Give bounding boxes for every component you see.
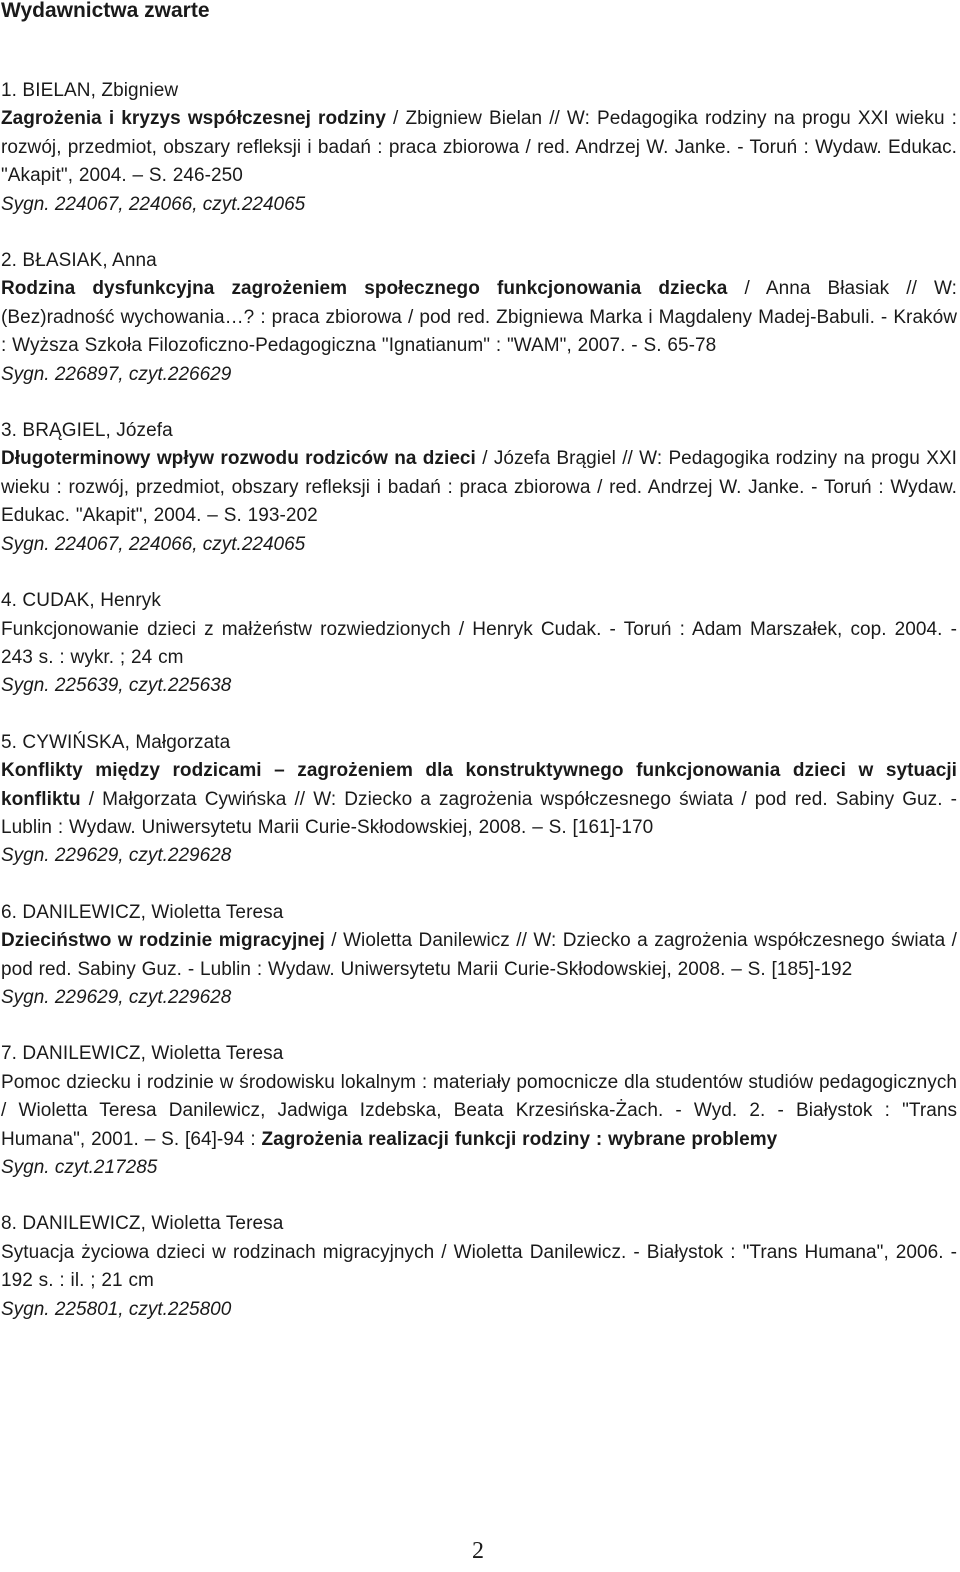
entry-details: / Zbigniew Bielan // W: Pedagogika rodziny na progu XXI wieku : rozwój, przedmiot, obszary refleksji i badań : praca zbiorowa / red. Andrzej W. Janke. - Toruń : Wydaw. Edukac. "Akapit", 2004. – S. 246-250 xyxy=(1,108,957,187)
bibliography-entry-4 xyxy=(1,587,957,701)
entry-author: 1. BIELAN, Zbigniew xyxy=(1,80,179,101)
entry-description xyxy=(1,1069,957,1154)
bibliography-entry-6 xyxy=(1,899,957,1013)
entry-description xyxy=(1,757,957,842)
entry-author: 5. CYWIŃSKA, Małgorzata xyxy=(1,731,231,753)
entry-author: 6. DANILEWICZ, Wioletta Teresa xyxy=(1,901,284,923)
section-heading: Wydawnictwa zwarte xyxy=(1,0,210,22)
entry-description xyxy=(1,275,957,360)
entry-description xyxy=(1,1239,957,1296)
bibliography-entry-7 xyxy=(1,1040,957,1182)
entry-details: / Małgorzata Cywińska // W: Dziecko a zagrożenia współczesnego świata / pod red. Sabiny Guz. - Lublin : Wydaw. Uniwersytetu Marii Curie-Skłodowskiej, 2008. – S. [161]-170 xyxy=(1,788,957,838)
entry-details: / Wioletta Danilewicz // W: Dziecko a zagrożenia współczesnego świata / pod red. Sabiny Guz. - Lublin : Wydaw. Uniwersytetu Marii Curie-Skłodowskiej, 2008. – S. [185]-192 xyxy=(1,930,957,980)
entry-call-number: Sygn. 224067, 224066, czyt.224065 xyxy=(1,533,306,555)
entry-title: Rodzina dysfunkcyjna zagrożeniem społecznego funkcjonowania dziecka xyxy=(1,278,728,300)
bibliography-entry-3 xyxy=(1,417,957,559)
bibliography-entry-2 xyxy=(1,247,957,389)
entry-author: 8. DANILEWICZ, Wioletta Teresa xyxy=(1,1213,284,1235)
entry-title: Konflikty między rodzicami – zagrożeniem dla konstruktywnego funkcjonowania dzieci w sytuacji konfliktu xyxy=(1,760,957,810)
entry-details: Pomoc dziecku i rodzinie w środowisku lokalnym : materiały pomocnicze dla studentów studiów pedagogicznych / Wioletta Teresa Danilewicz, Jadwiga Izdebska, Beata Krzesińska-Żach. - Wyd. 2. - Białystok : "Trans Humana", 2001. – S. [64]-94 : xyxy=(1,1071,957,1150)
entry-details: / Józefa Brągiel // W: Pedagogika rodziny na progu XXI wieku : rozwój, przedmiot, obszary refleksji i badań : praca zbiorowa / red. Andrzej W. Janke. - Toruń : Wydaw. Edukac. "Akapit", 2004. – S. 193-202 xyxy=(1,448,957,527)
entry-call-number: Sygn. 226897, czyt.226629 xyxy=(1,363,232,385)
entry-title: Dzieciństwo w rodzinie migracyjnej xyxy=(1,930,325,952)
entry-details: / Anna Błasiak // W: (Bez)radność wychowania…? : praca zbiorowa / pod red. Zbigniewa Marka i Magdaleny Madej-Babuli. - Kraków : Wyższa Szkoła Filozoficzno-Pedagogiczna "Ignatianum" : "WAM", 2007. - S. 65-78 xyxy=(1,278,957,357)
entry-call-number: Sygn. 229629, czyt.229628 xyxy=(1,986,232,1008)
entry-details: Funkcjonowanie dzieci z małżeństw rozwiedzionych / Henryk Cudak. - Toruń : Adam Marszałek, cop. 2004. - 243 s. : wykr. ; 24 cm xyxy=(1,618,957,668)
entry-author: 4. CUDAK, Henryk xyxy=(1,590,161,612)
entry-author: 2. BŁASIAK, Anna xyxy=(1,250,157,272)
entry-description xyxy=(1,927,957,984)
entry-description xyxy=(1,105,957,190)
entry-description xyxy=(1,445,957,530)
entry-call-number: Sygn. czyt.217285 xyxy=(1,1157,158,1178)
entry-description xyxy=(1,616,957,673)
entry-title: Długoterminowy wpływ rozwodu rodziców na dzieci xyxy=(1,448,476,470)
entry-call-number: Sygn. 225639, czyt.225638 xyxy=(1,675,232,697)
entry-author: 7. DANILEWICZ, Wioletta Teresa xyxy=(1,1043,284,1065)
entry-details: Sytuacja życiowa dzieci w rodzinach migracyjnych / Wioletta Danilewicz. - Białystok : "Trans Humana", 2006. - 192 s. : il. ; 21 cm xyxy=(1,1241,957,1292)
entry-call-number: Sygn. 225801, czyt.225800 xyxy=(1,1298,232,1320)
entry-title: Zagrożenia realizacji funkcji rodziny : wybrane problemy xyxy=(261,1128,778,1150)
bibliography-list xyxy=(1,77,957,1324)
bibliography-entry-1 xyxy=(1,77,957,219)
entry-call-number: Sygn. 229629, czyt.229628 xyxy=(1,845,232,867)
entry-author: 3. BRĄGIEL, Józefa xyxy=(1,420,173,442)
page-number: 2 xyxy=(472,1538,484,1564)
entry-call-number: Sygn. 224067, 224066, czyt.224065 xyxy=(1,193,306,215)
bibliography-entry-5 xyxy=(1,729,957,871)
bibliography-entry-8 xyxy=(1,1210,957,1324)
entry-title: Zagrożenia i kryzys współczesnej rodziny xyxy=(1,108,386,130)
